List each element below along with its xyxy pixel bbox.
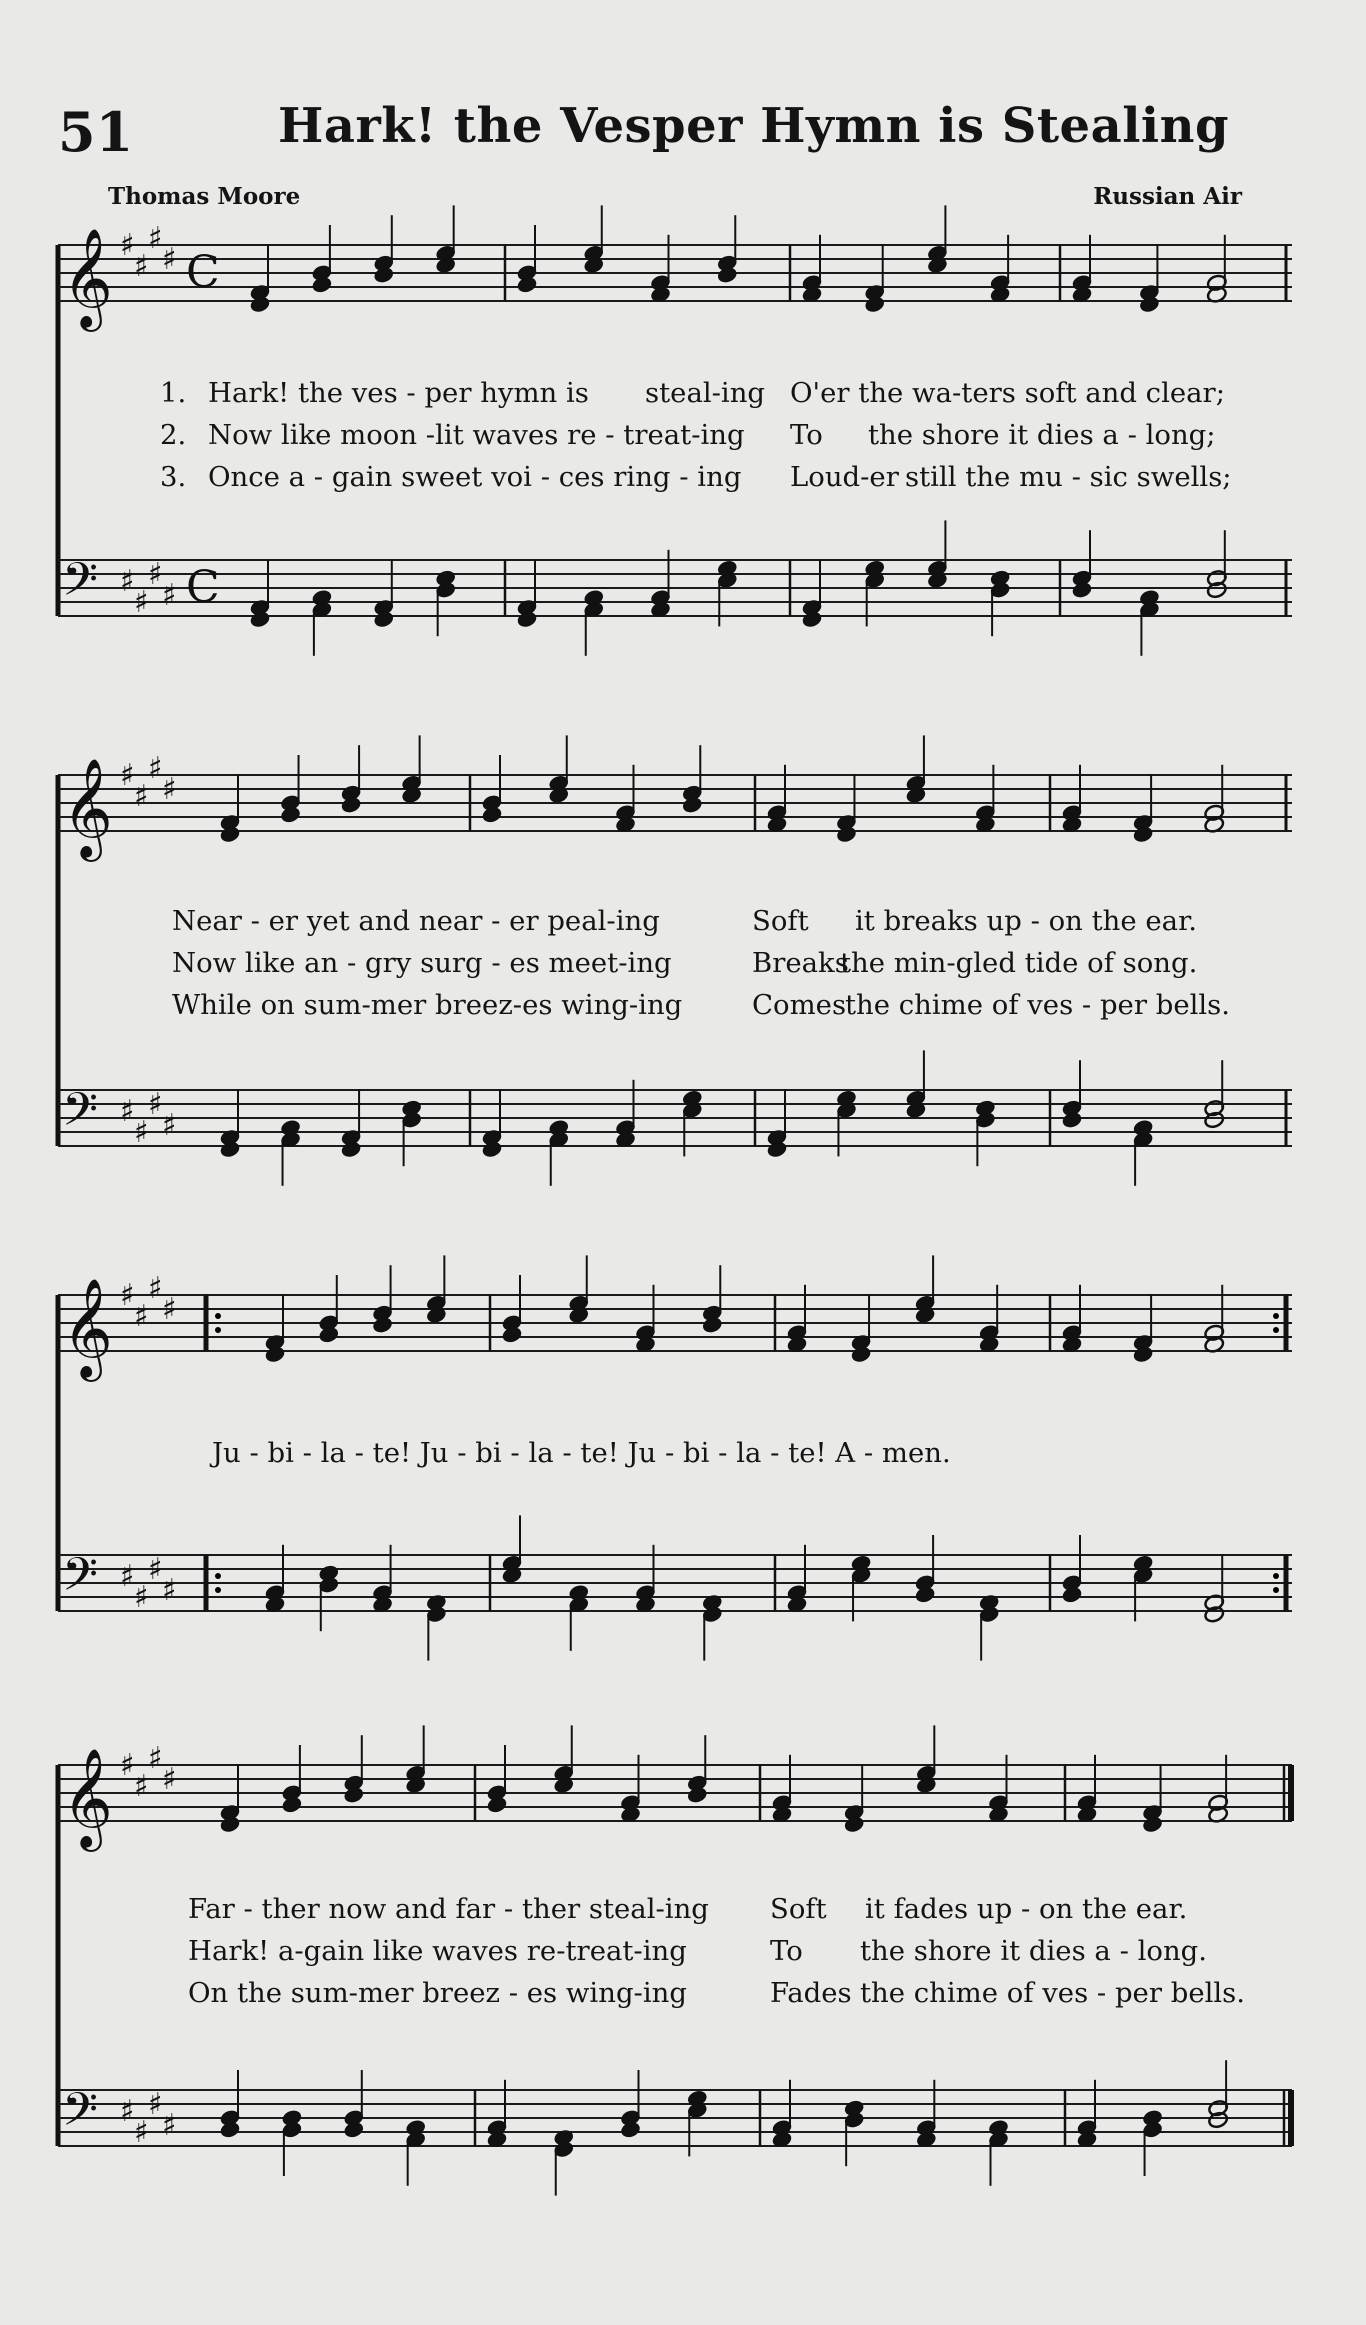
bass-clef-icon: 𝄢 xyxy=(62,553,99,618)
sharp-icon: ♯ xyxy=(162,1108,177,1143)
verse-number: 3. xyxy=(160,461,187,493)
repeat-dot xyxy=(1273,1587,1279,1593)
verse-1-line xyxy=(0,1893,1366,1933)
time-signature-icon: C xyxy=(186,247,220,298)
lyric-segment: To xyxy=(790,419,823,451)
sharp-icon: ♯ xyxy=(148,1087,163,1122)
sharp-icon: ♯ xyxy=(162,1292,177,1327)
sharp-icon: ♯ xyxy=(148,1552,163,1587)
verse-2-line xyxy=(0,419,1366,459)
lyric-segment: Comes xyxy=(752,989,847,1021)
bass-staff xyxy=(58,520,1292,655)
refrain-line xyxy=(0,1437,1366,1477)
sharp-icon: ♯ xyxy=(134,585,149,620)
repeat-dot xyxy=(215,1573,221,1579)
lyric-segment: it fades up - on the ear. xyxy=(865,1893,1188,1925)
lyric-segment: it breaks up - on the ear. xyxy=(855,905,1197,937)
sharp-icon: ♯ xyxy=(134,1115,149,1150)
lyric-segment: On the sum-mer breez - es wing-ing xyxy=(188,1977,687,2009)
sharp-icon: ♯ xyxy=(162,1762,177,1797)
lyric-segment: steal-ing xyxy=(645,377,766,409)
lyric-segment: Fades xyxy=(770,1977,852,2009)
verse-2-line xyxy=(0,1935,1366,1975)
repeat-dot xyxy=(1273,1313,1279,1319)
sharp-icon: ♯ xyxy=(120,1094,135,1129)
sharp-icon: ♯ xyxy=(148,221,163,256)
verse-1-line xyxy=(0,905,1366,945)
lyric-segment: the shore it dies a - long; xyxy=(868,419,1216,451)
verse-3-line xyxy=(0,1977,1366,2017)
repeat-dot xyxy=(1273,1327,1279,1333)
lyric-segment: Soft xyxy=(752,905,809,937)
bass-staff xyxy=(58,1515,1292,1660)
refrain-text: Ju - bi - la - te! Ju - bi - la - te! Ju - bi - la - te! A - men. xyxy=(212,1437,951,1469)
lyric-segment: To xyxy=(770,1935,803,1967)
bass-staff xyxy=(58,1050,1292,1185)
verse-2-line xyxy=(0,947,1366,987)
treble-staff xyxy=(58,1255,1292,1382)
lyric-segment: Loud-er xyxy=(790,461,899,493)
sharp-icon: ♯ xyxy=(162,2108,177,2143)
sharp-icon: ♯ xyxy=(134,1299,149,1334)
lyric-segment: While on sum-mer breez-es wing-ing xyxy=(172,989,683,1021)
sharp-icon: ♯ xyxy=(162,772,177,807)
sharp-icon: ♯ xyxy=(162,242,177,277)
sharp-icon: ♯ xyxy=(148,2087,163,2122)
repeat-dot xyxy=(215,1327,221,1333)
bass-staff xyxy=(58,2060,1294,2195)
sharp-icon: ♯ xyxy=(120,2094,135,2129)
lyric-segment: Hark! a-gain like waves re-treat-ing xyxy=(188,1935,687,1967)
repeat-dot xyxy=(1273,1573,1279,1579)
treble-clef-icon: 𝄞 xyxy=(62,228,113,328)
lyric-segment: Soft xyxy=(770,1893,827,1925)
lyric-segment: O'er the wa-ters soft and clear; xyxy=(790,377,1225,409)
treble-clef-icon: 𝄞 xyxy=(62,1748,113,1848)
verse-1-line xyxy=(0,377,1366,417)
treble-clef-icon: 𝄞 xyxy=(62,1278,113,1378)
sharp-icon: ♯ xyxy=(134,249,149,284)
lyric-segment: the shore it dies a - long. xyxy=(860,1935,1208,1967)
lyric-segment: Near - er yet and near - er peal-ing xyxy=(172,905,660,937)
verse-3-line xyxy=(0,461,1366,501)
sharp-icon: ♯ xyxy=(134,779,149,814)
verse-number: 2. xyxy=(160,419,187,451)
sharp-icon: ♯ xyxy=(134,1769,149,1804)
lyric-segment: still the mu - sic swells; xyxy=(905,461,1232,493)
sharp-icon: ♯ xyxy=(120,758,135,793)
sharp-icon: ♯ xyxy=(148,1741,163,1776)
bass-clef-icon: 𝄢 xyxy=(62,1083,99,1148)
sharp-icon: ♯ xyxy=(120,228,135,263)
sharp-icon: ♯ xyxy=(148,1271,163,1306)
sharp-icon: ♯ xyxy=(162,578,177,613)
verse-3-line xyxy=(0,989,1366,1029)
sharp-icon: ♯ xyxy=(134,1580,149,1615)
sharp-icon: ♯ xyxy=(120,1559,135,1594)
repeat-dot xyxy=(215,1313,221,1319)
lyric-segment: Far - ther now and far - ther steal-ing xyxy=(188,1893,709,1925)
lyric-segment: the chime of ves - per bells. xyxy=(860,1977,1246,2009)
time-signature-icon: C xyxy=(186,562,220,613)
lyric-segment: the chime of ves - per bells. xyxy=(845,989,1231,1021)
bass-clef-icon: 𝄢 xyxy=(62,1548,99,1613)
final-barline xyxy=(1288,1765,1294,1821)
lyric-segment: Hark! the ves - per hymn is xyxy=(208,377,589,409)
lyric-segment: Now like moon -lit waves re - treat-ing xyxy=(208,419,745,451)
sharp-icon: ♯ xyxy=(148,751,163,786)
repeat-dot xyxy=(215,1587,221,1593)
treble-clef-icon: 𝄞 xyxy=(62,758,113,858)
final-barline xyxy=(1288,2090,1294,2146)
treble-staff xyxy=(58,735,1292,862)
treble-staff xyxy=(58,205,1292,332)
bass-clef-icon: 𝄢 xyxy=(62,2083,99,2148)
sharp-icon: ♯ xyxy=(162,1573,177,1608)
sharp-icon: ♯ xyxy=(120,1278,135,1313)
author-credit: Thomas Moore xyxy=(108,183,301,210)
sharp-icon: ♯ xyxy=(120,1748,135,1783)
page-number: 51 xyxy=(58,100,134,164)
lyric-segment: Once a - gain sweet voi - ces ring - ing xyxy=(208,461,742,493)
lyric-segment: the min-gled tide of song. xyxy=(840,947,1198,979)
verse-number: 1. xyxy=(160,377,187,409)
sharp-icon: ♯ xyxy=(120,564,135,599)
lyric-segment: Breaks xyxy=(752,947,849,979)
lyric-segment: Now like an - gry surg - es meet-ing xyxy=(172,947,672,979)
hymn-title: Hark! the Vesper Hymn is Stealing xyxy=(278,98,1230,154)
sharp-icon: ♯ xyxy=(134,2115,149,2150)
composer-credit: Russian Air xyxy=(1093,183,1242,210)
sharp-icon: ♯ xyxy=(148,557,163,592)
treble-staff xyxy=(58,1725,1294,1852)
